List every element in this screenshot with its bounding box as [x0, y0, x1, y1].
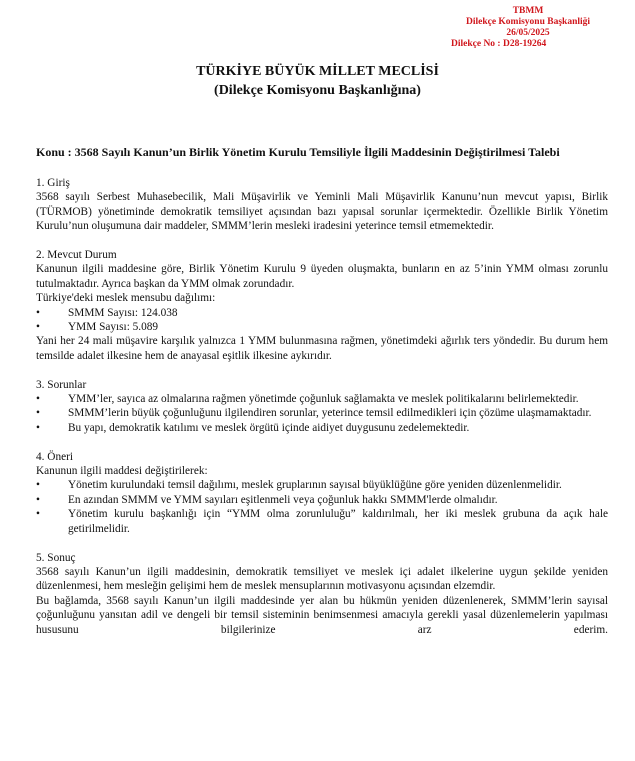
section-heading: 2. Mevcut Durum: [36, 249, 117, 262]
list-item-text: YMM Sayısı: 5.089: [68, 321, 159, 334]
stamp-petition-number: Dilekçe No : D28-19264: [451, 39, 547, 49]
stamp-office: Dilekçe Komisyonu Başkanliği: [465, 17, 591, 27]
section-mevcut-durum: [36, 248, 608, 363]
section-sonuc: [36, 551, 608, 637]
section-giris: [36, 176, 608, 234]
list-item: [36, 306, 608, 320]
list-item-text: SMMM’lerin büyük çoğunluğunu ilgilendiren sorunlar, yeterince temsil edilmedikleri için çözüme ulaşmamaktadır.: [68, 407, 592, 420]
list-item-text: Yönetim kurulu başkanlığı için “YMM olma zorunluluğu” kaldırılmalı, her iki meslek grubuna da açık hale getirilmelidir.: [68, 508, 608, 535]
list-item: [36, 392, 608, 406]
section-heading: 4. Öneri: [36, 450, 74, 463]
tbmm-stamp: [443, 6, 613, 50]
bullet: •: [36, 321, 40, 334]
bullet: •: [36, 493, 40, 506]
document-subtitle: (Dilekçe Komisyonu Başkanlığına): [214, 83, 421, 98]
list-item: [36, 406, 608, 420]
list-item-text: En azından SMMM ve YMM sayıları eşitlenmeli veya çoğunluk hakkı SMMM'lerde olmalıdır.: [68, 493, 498, 506]
list-item: [36, 320, 608, 334]
paragraph: Kanunun ilgili maddesine göre, Birlik Yönetim Kurulu 9 üyeden oluşmakta, bunların en az 5’inin YMM olması zorunlu tutulmaktadır. Ayrıca başkan da YMM olmak zorundadır.: [36, 263, 608, 290]
bullet: •: [36, 306, 40, 319]
bullet: •: [36, 393, 40, 406]
subject-line: Konu : 3568 Sayılı Kanun’un Birlik Yönetim Kurulu Temsiliyle İlgili Maddesinin Değiştirilmesi Talebi: [36, 145, 560, 159]
section-oneri: [36, 450, 608, 536]
paragraph: Kanunun ilgili maddesi değiştirilerek:: [36, 465, 208, 478]
paragraph: 3568 sayılı Serbest Muhasebecilik, Mali Müşavirlik ve Yeminli Mali Müşavirlik Kanunu’nun mevcut yapısı, Birlik (TÜRMOB) yönetiminde demokratik temsiliyet açısından bazı yapısal sorunlar içermektedir. Özellikle Birlik Yönetim Kurulu’nun oluşumuna dair maddeler, SMMM’lerin mesleki iradesini yeterince temsil etmemektedir.: [36, 191, 608, 233]
paragraph: Yani her 24 mali müşavire karşılık yalnızca 1 YMM bulunmasına rağmen, yönetimdeki ağırlık ters yöndedir. Bu durum hem temsilde adalet ilkesine hem de anayasal eşitlik ilkesine aykırıdır.: [36, 335, 608, 362]
section-heading: 3. Sorunlar: [36, 378, 87, 391]
list-item-text: Bu yapı, demokratik katılımı ve meslek örgütü içinde aidiyet duygusunu zedelemektedir.: [68, 421, 470, 434]
list-item-text: Yönetim kurulundaki temsil dağılımı, meslek gruplarının sayısal büyüklüğüne göre yeniden düzenlenmelidir.: [68, 479, 562, 492]
document-title: TÜRKİYE BÜYÜK MİLLET MECLİSİ: [196, 64, 439, 79]
section-sorunlar: [36, 378, 608, 436]
paragraph: 3568 sayılı Kanun’un ilgili maddesinin, demokratik temsiliyet ve meslek içi adalet ilkelerine uygun şekilde yeniden düzenlenmesi, hem mesleğin gelişimi hem de meslek mensuplarının motivasyonu açısından elzemdir.: [36, 565, 608, 593]
stamp-title: TBMM: [512, 6, 544, 16]
section-heading: 5. Sonuç: [36, 551, 76, 564]
section-heading: 1. Giriş: [36, 177, 70, 189]
stamp-date: 26/05/2025: [506, 28, 550, 38]
paragraph: Bu bağlamda, 3568 sayılı Kanun’un ilgili maddesinde yer alan bu hükmün yeniden düzenlenerek, SMMM’lerin sayısal çoğunluğunu yansıtan adil ve dengeli bir temsil sisteminin benimsenmesi amacıyla gerekli yasal düzenlemelerin yapılması hususunu bilgilerinize arz ederim.: [36, 594, 608, 636]
paragraph: Türkiye'deki meslek mensubu dağılımı:: [36, 292, 216, 305]
list-item: [36, 478, 608, 492]
list-item: [36, 493, 608, 507]
bullet: •: [36, 508, 40, 521]
list-item-text: YMM’ler, sayıca az olmalarına rağmen yönetimde çoğunluk sağlamakta ve meslek politikalarını belirlemektedir.: [68, 393, 579, 406]
list-item: [36, 421, 608, 435]
bullet: •: [36, 479, 40, 492]
list-item-text: SMMM Sayısı: 124.038: [68, 306, 178, 319]
bullet: •: [36, 407, 40, 420]
bullet: •: [36, 421, 40, 434]
document-header: [0, 62, 635, 100]
document-body: [36, 176, 608, 651]
list-item: [36, 507, 608, 536]
